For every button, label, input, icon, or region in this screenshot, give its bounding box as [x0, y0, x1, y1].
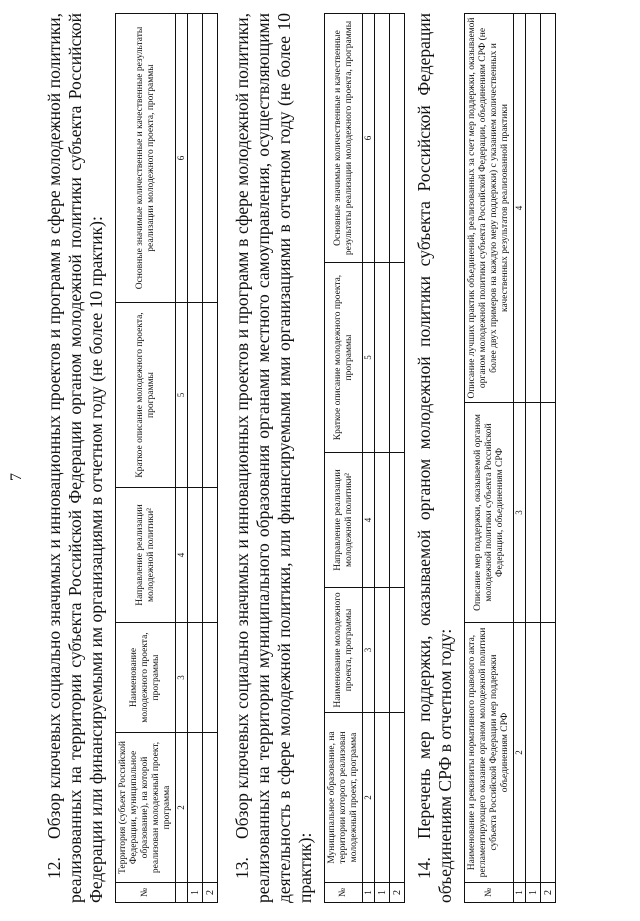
- table-cell: [390, 263, 405, 453]
- section-13: [232, 13, 405, 903]
- table-header-row: [465, 14, 514, 903]
- column-header: Наименование и реквизиты нормативного правового акта, регламентирующего оказание органом молодежной политики субъекта Российской Федерации мер поддержки объединениям СРФ: [465, 623, 514, 883]
- column-header: №: [325, 883, 363, 903]
- row-number: 2: [541, 883, 556, 903]
- table-cell: [188, 488, 203, 623]
- column-header: Муниципальное образование, на территории которого реализован молодежный проект, программа: [325, 713, 363, 883]
- table-cell: [375, 14, 390, 263]
- column-header: №: [465, 883, 514, 903]
- column-number-row: [363, 14, 375, 903]
- column-header: Краткое описание молодежного проекта, программы: [325, 263, 363, 453]
- column-header: Наименование молодежного проекта, программы: [116, 623, 176, 733]
- table-cell: [541, 403, 556, 623]
- section-number: 14.: [414, 857, 434, 879]
- section-heading: [44, 13, 107, 903]
- table-cell: [390, 453, 405, 588]
- section-heading-text: Перечень мер поддержки, оказываемой органом молодежной политики субъекта Российской Федерации объединениям СРФ в отчетном году:: [414, 13, 455, 903]
- support-measures-table: [464, 13, 556, 903]
- section-14: [414, 13, 556, 903]
- column-number: 4: [363, 453, 375, 588]
- section-heading-text: Обзор ключевых социально значимых и инновационных проектов и программ в сфере молодежной политики, реализованных на территории муниципального образования органами местного самоуправления, осуществляющими деятельность в сфере молодежной политики, или финансируемыми ими организациями в отчетном году (не более 10 практик):: [232, 13, 315, 903]
- table-cell: [203, 488, 218, 623]
- table-row: [203, 14, 218, 903]
- column-number: 6: [363, 14, 375, 263]
- row-number: 1: [375, 883, 390, 903]
- column-header: Основные значимые количественные и качественные результаты реализации молодежного проекта, программы: [325, 14, 363, 263]
- table-cell: [375, 713, 390, 883]
- column-number: 6: [176, 14, 188, 303]
- section-12: [44, 13, 218, 903]
- table-header-row: [116, 14, 176, 903]
- column-header: Описание мер поддержки, оказываемой органом молодежной политики субъекта Российской Федерации, объединениям СРФ: [465, 403, 514, 623]
- table-cell: [390, 713, 405, 883]
- column-number: 1: [514, 883, 526, 903]
- row-number: 2: [390, 883, 405, 903]
- table-row: [375, 14, 390, 903]
- column-number: 5: [176, 303, 188, 488]
- section-heading: [232, 13, 316, 903]
- table-cell: [375, 263, 390, 453]
- row-number: 2: [203, 883, 218, 903]
- column-number: 3: [514, 403, 526, 623]
- column-number: 1: [363, 883, 375, 903]
- column-number: [176, 883, 188, 903]
- row-number: 1: [188, 883, 203, 903]
- table-cell: [541, 623, 556, 883]
- table-cell: [188, 14, 203, 303]
- projects-table-regional: [115, 13, 218, 903]
- row-number: 1: [526, 883, 541, 903]
- column-number: 2: [363, 713, 375, 883]
- column-header: Направление реализации молодежной политики²: [116, 488, 176, 623]
- table-row: [390, 14, 405, 903]
- table-row: [188, 14, 203, 903]
- column-number: 2: [514, 623, 526, 883]
- projects-table-municipal: [324, 13, 405, 903]
- column-header: Направление реализации молодежной политики²: [325, 453, 363, 588]
- column-header: №: [116, 883, 176, 903]
- table-row: [526, 14, 541, 903]
- column-header: Краткое описание молодежного проекта, программы: [116, 303, 176, 488]
- table-row: [541, 14, 556, 903]
- table-cell: [188, 733, 203, 883]
- column-number: 5: [363, 263, 375, 453]
- table-cell: [188, 623, 203, 733]
- column-number: 3: [176, 623, 188, 733]
- table-cell: [375, 588, 390, 713]
- column-number: 4: [176, 488, 188, 623]
- table-cell: [526, 14, 541, 403]
- section-number: 13.: [232, 857, 252, 879]
- table-cell: [188, 303, 203, 488]
- column-header: Наименование молодежного проекта, программы: [325, 588, 363, 713]
- table-cell: [203, 623, 218, 733]
- column-number-row: [514, 14, 526, 903]
- table-cell: [203, 733, 218, 883]
- column-header: Основные значимые количественные и качественные результаты реализации молодежного проекта, программы: [116, 14, 176, 303]
- column-header: Описание лучших практик объединений, реализованных за счет мер поддержки, оказываемой органом молодежной политики субъекта Российской Федерации, объединениям СРФ (не более двух примеров на каждую меру поддержки) с указанием количественных и качественных результатов реализованной практики: [465, 14, 514, 403]
- table-cell: [375, 453, 390, 588]
- column-header: Территория (субъект Российской Федерации, муниципальное образование), на которой реализован молодежный проект, программа: [116, 733, 176, 883]
- table-header-row: [325, 14, 363, 903]
- table-cell: [526, 403, 541, 623]
- column-number: 2: [176, 733, 188, 883]
- section-heading: [414, 13, 456, 903]
- page-number: 7: [8, 473, 25, 481]
- column-number-row: [176, 14, 188, 903]
- column-number: 4: [514, 14, 526, 403]
- table-cell: [390, 588, 405, 713]
- column-number: 3: [363, 588, 375, 713]
- table-cell: [526, 623, 541, 883]
- table-cell: [541, 14, 556, 403]
- section-heading-text: Обзор ключевых социально значимых и инновационных проектов и программ в сфере молодежной политики, реализованных на территории субъекта Российской Федерации органом молодежной политики субъекта Российской Федерации или финансируемыми им организациями в отчетном году (не более 10 практик):: [44, 13, 106, 903]
- table-cell: [390, 14, 405, 263]
- table-cell: [203, 303, 218, 488]
- section-number: 12.: [44, 857, 64, 879]
- table-cell: [203, 14, 218, 303]
